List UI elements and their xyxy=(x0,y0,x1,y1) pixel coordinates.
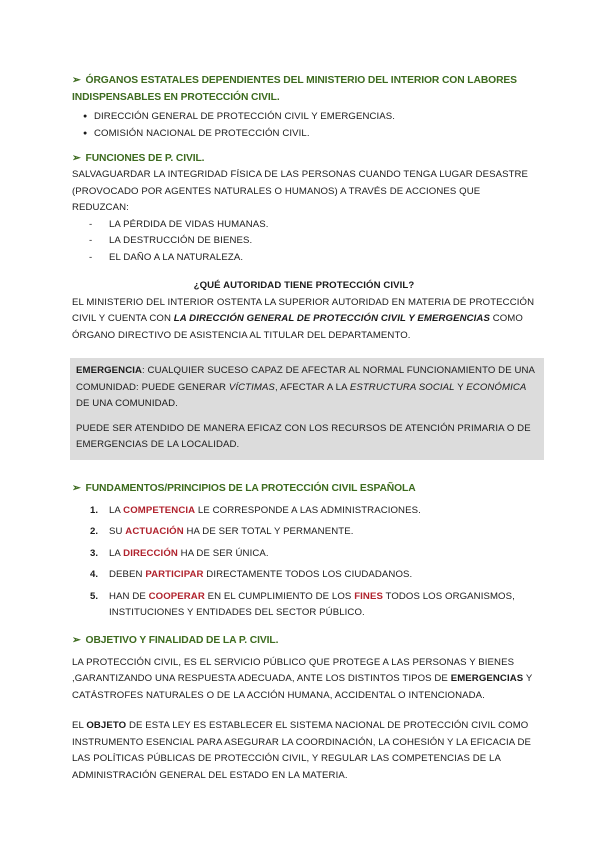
list-item: - LA DESTRUCCIÓN DE BIENES. xyxy=(89,235,253,246)
list-item: 2. SU ACTUACIÓN HA DE SER TOTAL Y PERMANENTE. xyxy=(90,526,354,537)
document-page xyxy=(72,72,536,784)
list-item: - EL DAÑO A LA NATURALEZA. xyxy=(89,251,244,263)
emergency-note: PUEDE SER ATENDIDO DE MANERA EFICAZ CON LOS RECURSOS DE ATENCIÓN PRIMARIA O DE EMERGENCIAS DE LA LOCALIDAD. xyxy=(76,422,531,450)
arrow-bullet-icon: ➢ xyxy=(72,482,81,494)
list-item: 4. DEBEN PARTICIPAR DIRECTAMENTE TODOS LOS CIUDADANOS. xyxy=(90,569,413,580)
list-item: - LA PÉRDIDA DE VIDAS HUMANAS. xyxy=(89,218,269,230)
list-item: 3. LA DIRECCIÓN HA DE SER ÚNICA. xyxy=(90,547,269,559)
arrow-bullet-icon: ➢ xyxy=(72,153,81,164)
principles-list xyxy=(72,503,536,622)
heading-organos-estatales: ➢ ÓRGANOS ESTATALES DEPENDIENTES DEL MINISTERIO DEL INTERIOR CON LABORES INDISPENSABLES EN PROTECCIÓN CIVIL. xyxy=(72,75,517,103)
list-item: 5. HAN DE COOPERAR EN EL CUMPLIMIENTO DE LOS FINES TODOS LOS ORGANISMOS, INSTITUCIONES Y ENTIDADES DEL SECTOR PÚBLICO. xyxy=(90,590,515,618)
emergency-term: EMERGENCIA xyxy=(76,365,143,376)
list-item: ● COMISIÓN NACIONAL DE PROTECCIÓN CIVIL. xyxy=(72,126,536,143)
heading-objetivo: ➢ OBJETIVO Y FINALIDAD DE LA P. CIVIL. xyxy=(72,634,279,646)
authority-paragraph: EL MINISTERIO DEL INTERIOR OSTENTA LA SUPERIOR AUTORIDAD EN MATERIA DE PROTECCIÓN CIVIL Y CUENTA CON LA DIRECCIÓN GENERAL DE PROTECCIÓN CIVIL Y EMERGENCIAS COMO ÓRGANO DIRECTIVO DE ASISTENCIA AL TITULAR DEL DEPARTAMENTO. xyxy=(72,296,535,341)
authority-emphasis: LA DIRECCIÓN GENERAL DE PROTECCIÓN CIVIL Y EMERGENCIAS xyxy=(173,313,490,324)
arrow-bullet-icon: ➢ xyxy=(72,634,81,646)
heading-funciones: ➢ FUNCIONES DE P. CIVIL. xyxy=(72,153,205,164)
funciones-list xyxy=(72,217,536,267)
list-item: ● DIRECCIÓN GENERAL DE PROTECCIÓN CIVIL Y EMERGENCIAS. xyxy=(72,109,536,126)
organos-list xyxy=(72,109,536,142)
authority-question: ¿QUÉ AUTORIDAD TIENE PROTECCIÓN CIVIL? xyxy=(193,280,415,291)
funciones-intro: SALVAGUARDAR LA INTEGRIDAD FÍSICA DE LAS PERSONAS CUANDO TENGA LUGAR DESASTRE (PROVOCADO POR AGENTES NATURALES O HUMANOS) A TRAVÉS DE ACCIONES QUE REDUZCAN: xyxy=(72,169,529,213)
objective-paragraph-1: LA PROTECCIÓN CIVIL, ES EL SERVICIO PÚBLICO QUE PROTEGE A LAS PERSONAS Y BIENES ,GARANTIZANDO UNA RESPUESTA ADECUADA, ANTE LOS DISTINTOS TIPOS DE EMERGENCIAS Y CATÁSTROFES NATURALES O DE LA ACCIÓN HUMANA, ACCIDENTAL O INTENCIONADA. xyxy=(72,656,533,701)
arrow-bullet-icon: ➢ xyxy=(72,75,81,86)
list-item: 1. LA COMPETENCIA LE CORRESPONDE A LAS ADMINISTRACIONES. xyxy=(90,504,421,516)
emergency-definition: EMERGENCIA: CUALQUIER SUCESO CAPAZ DE AFECTAR AL NORMAL FUNCIONAMIENTO DE UNA COMUNIDAD: PUEDE GENERAR VÍCTIMAS, AFECTAR A LA ESTRUCTURA SOCIAL Y ECONÓMICA DE UNA COMUNIDAD. xyxy=(76,365,535,409)
heading-principios: ➢ FUNDAMENTOS/PRINCIPIOS DE LA PROTECCIÓN CIVIL ESPAÑOLA xyxy=(72,482,416,494)
emergency-definition-box xyxy=(70,358,544,460)
objective-paragraph-2: EL OBJETO DE ESTA LEY ES ESTABLECER EL SISTEMA NACIONAL DE PROTECCIÓN CIVIL COMO INSTRUMENTO ESENCIAL PARA ASEGURAR LA COORDINACIÓN, LA COHESIÓN Y LA EFICACIA DE LAS POLÍTICAS PÚBLICAS DE PROTECCIÓN CIVIL, Y REGULAR LAS COMPETENCIAS DE LA ADMINISTRACIÓN GENERAL DEL ESTADO EN LA MATERIA. xyxy=(72,720,532,781)
